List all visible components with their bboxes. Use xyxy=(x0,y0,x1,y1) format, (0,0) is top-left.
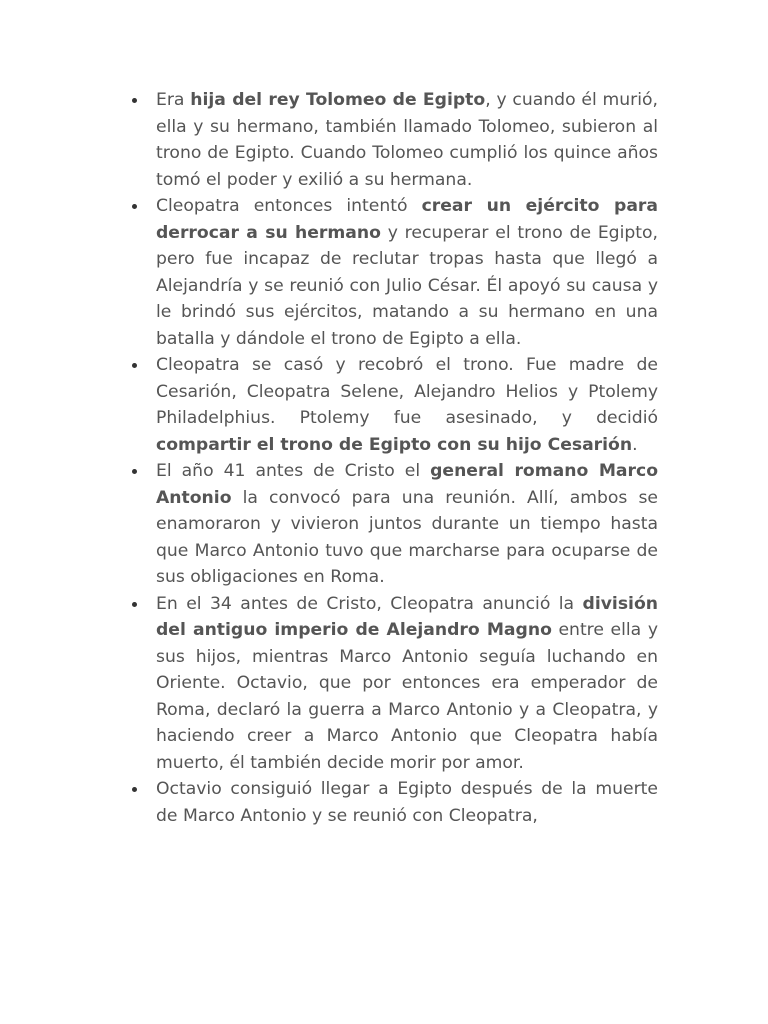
bullet-icon xyxy=(132,469,137,474)
item-text: Cleopatra se casó y recobró el trono. Fue madre de Cesarión, Cleopatra Selene, Alejandro Helios y Ptolemy Philadelphius. Ptolemy fue asesinado, y decidió xyxy=(156,355,658,428)
item-text: , y cuando él murió, ella y su hermano, también llamado Tolomeo, subieron al trono de Egipto. Cuando Tolomeo cumplió los quince años tomó el poder y exilió a su hermana. xyxy=(156,90,658,190)
item-text: y recuperar el trono de Egipto, pero fue incapaz de reclutar tropas hasta que llegó a Alejandría y se reunió con Julio César. Él apoyó su causa y le brindó sus ejércitos, matando a su hermano en una batalla y dándole el trono de Egipto a ella. xyxy=(156,222,658,349)
item-text: la convocó para una reunión. Allí, ambos se enamoraron y vivieron juntos durante un tiempo hasta que Marco Antonio tuvo que marcharse para ocuparse de sus obligaciones en Roma. xyxy=(156,487,658,587)
bullet-icon xyxy=(132,98,137,103)
item-text: En el 34 antes de Cristo, Cleopatra anunció la xyxy=(156,593,583,614)
list-item xyxy=(156,352,658,458)
item-text: Octavio consiguió llegar a Egipto después de la muerte de Marco Antonio y se reunió con Cleopatra, xyxy=(156,779,658,826)
item-bold-text: general romano Marco Antonio xyxy=(156,461,658,508)
item-text: Cleopatra entonces intentó xyxy=(156,196,422,216)
list-item xyxy=(156,458,658,591)
bullet-icon xyxy=(132,602,137,607)
list-item xyxy=(156,591,658,777)
item-bold-text: compartir el trono de Egipto con su hijo Cesarión xyxy=(156,434,633,455)
list-item xyxy=(156,87,658,193)
bullet-icon xyxy=(132,204,137,209)
bullet-icon xyxy=(132,787,137,792)
bullet-icon xyxy=(132,363,137,368)
item-text: entre ella y sus hijos, mientras Marco Antonio seguía luchando en Oriente. Octavio, que por entonces era emperador de Roma, declaró la guerra a Marco Antonio y a Cleopatra, y haciendo creer a Marco Antonio que Cleopatra había muerto, él también decide morir por amor. xyxy=(156,620,658,773)
list-item xyxy=(156,776,658,829)
list-item xyxy=(156,193,658,352)
item-text: El año 41 antes de Cristo el xyxy=(156,461,431,481)
item-text: . xyxy=(632,434,638,455)
item-bold-text: división del antiguo imperio de Alejandro Magno xyxy=(156,593,658,640)
item-text: Era xyxy=(156,90,191,110)
item-bold-text: crear un ejército para derrocar a su hermano xyxy=(156,196,658,243)
item-bold-text: hija del rey Tolomeo de Egipto xyxy=(190,90,486,110)
bullet-list xyxy=(156,87,658,829)
